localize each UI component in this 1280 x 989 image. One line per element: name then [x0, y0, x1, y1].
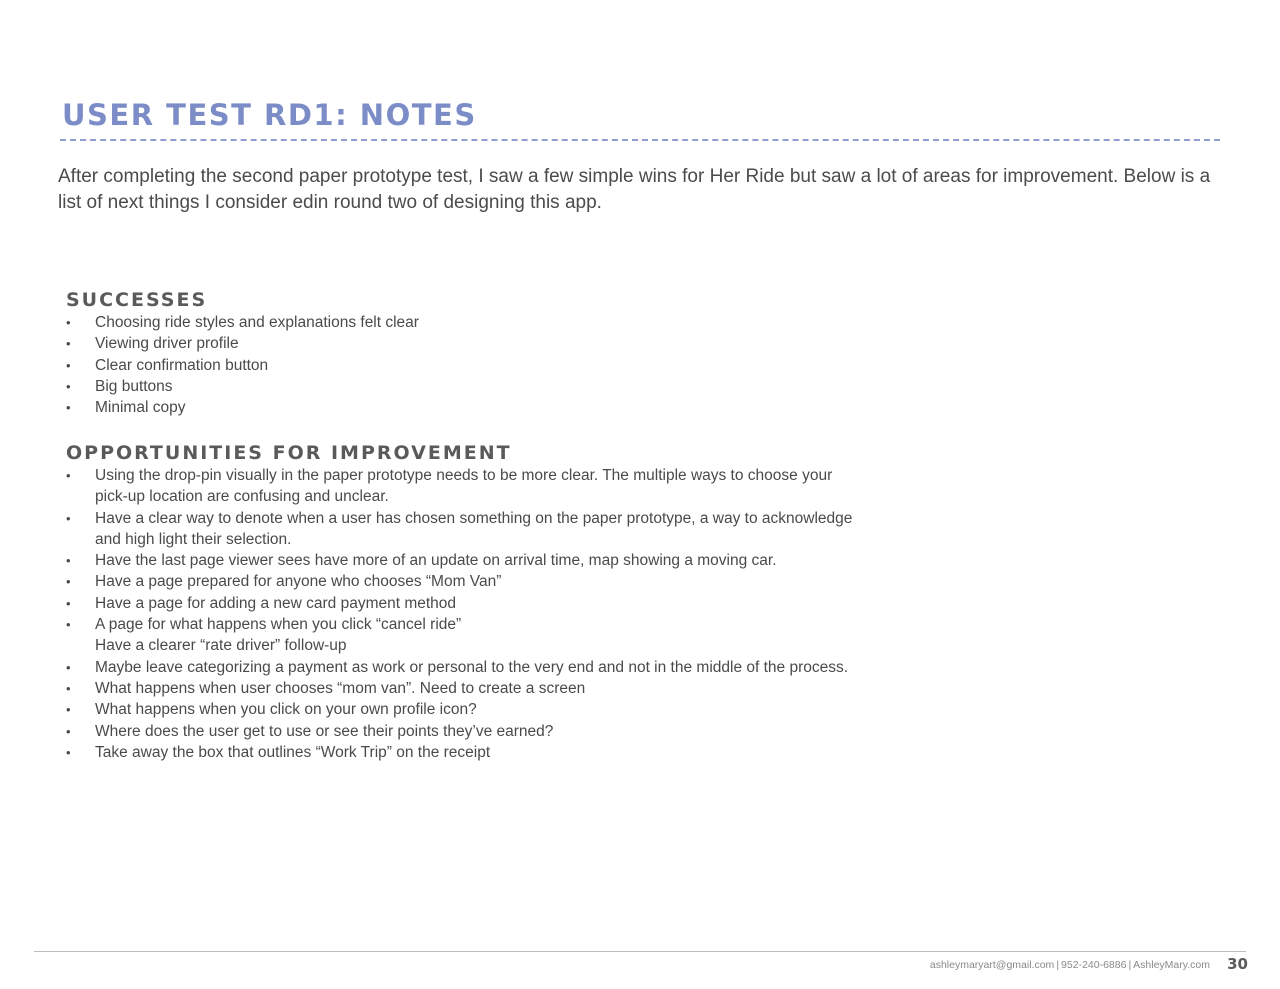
list-item-text: Have a page prepared for anyone who chooses “Mom Van” — [95, 573, 502, 591]
list-item-text: Maybe leave categorizing a payment as work or personal to the very end and not in the middle of the process. — [95, 658, 849, 676]
list-item-text: Viewing driver profile — [95, 335, 239, 353]
footer-separator: | — [1056, 959, 1060, 971]
bullet-icon: • — [66, 315, 71, 330]
list-item-text: Minimal copy — [95, 399, 186, 417]
title-divider — [60, 139, 1220, 141]
bullet-icon: • — [66, 723, 71, 739]
list-item — [66, 508, 866, 551]
bullet-icon: • — [66, 400, 71, 416]
list-item-text: What happens when you click on your own profile icon? — [95, 701, 477, 719]
list-item — [66, 333, 866, 354]
list-item-text: Using the drop-pin visually in the paper prototype needs to be more clear. The multiple ways to choose your — [95, 467, 833, 484]
list-item — [66, 614, 866, 657]
list-item-text: Big buttons — [95, 377, 173, 395]
bullet-icon: • — [66, 510, 71, 526]
list-item-text: A page for what happens when you click “cancel ride” — [95, 616, 462, 634]
list-item-text: Take away the box that outlines “Work Trip” on the receipt — [95, 743, 491, 761]
list-item — [66, 312, 866, 333]
list-item-text: and high light their selection. — [95, 530, 292, 548]
list-item-text: Have a clear way to denote when a user has chosen something on the paper prototype, a way to acknowledge — [95, 509, 853, 527]
footer-email: ashleymaryart@gmail.com — [929, 959, 1055, 971]
opportunities-list — [66, 465, 866, 763]
bullet-icon: • — [66, 357, 71, 373]
bullet-icon: • — [66, 744, 71, 760]
footer-website: AshleyMary.com — [1133, 959, 1210, 971]
intro-paragraph: After completing the second paper prototype test, I saw a few simple wins for Her Ride but saw a lot of areas for improvement. Below is a list of next things I consider edin round two of designing this app. — [58, 166, 1211, 213]
list-item — [66, 721, 866, 742]
footer-separator: | — [1128, 959, 1132, 971]
list-item-text: What happens when user chooses “mom van”. Need to create a screen — [95, 679, 586, 697]
list-item — [66, 657, 866, 678]
list-item-text: Have a clearer “rate driver” follow-up — [95, 637, 347, 655]
list-item-text: Where does the user get to use or see their points they’ve earned? — [95, 722, 554, 740]
list-item — [66, 571, 866, 592]
bullet-icon: • — [66, 617, 71, 633]
list-item — [66, 742, 866, 763]
list-item-text: Clear confirmation button — [95, 356, 269, 374]
bullet-icon: • — [66, 659, 71, 675]
successes-heading: SUCCESSES — [66, 289, 208, 311]
bullet-icon: • — [66, 702, 71, 718]
list-item — [66, 593, 866, 614]
list-item — [66, 397, 866, 418]
list-item-text: Have a page for adding a new card payment method — [95, 594, 457, 612]
bullet-icon: • — [66, 378, 71, 394]
list-item — [66, 699, 866, 720]
list-item — [66, 465, 866, 508]
page-number: 30 — [1227, 955, 1248, 973]
list-item — [66, 678, 866, 699]
list-item-text: Choosing ride styles and explanations felt clear — [95, 314, 419, 331]
list-item-text: Have the last page viewer sees have more of an update on arrival time, map showing a moving car. — [95, 552, 777, 570]
list-item-text: pick-up location are confusing and unclear. — [95, 488, 389, 506]
list-item — [66, 355, 866, 376]
bullet-icon: • — [66, 595, 71, 611]
footer-divider — [34, 951, 1246, 952]
list-item — [66, 376, 866, 397]
footer-phone: 952-240-6886 — [1061, 959, 1127, 971]
bullet-icon: • — [66, 574, 71, 590]
footer-contact — [930, 958, 1210, 972]
opportunities-heading: OPPORTUNITIES FOR IMPROVEMENT — [66, 442, 512, 464]
bullet-icon: • — [66, 553, 71, 569]
bullet-icon: • — [66, 336, 71, 352]
successes-list — [66, 312, 866, 418]
list-item — [66, 550, 866, 571]
bullet-icon: • — [66, 468, 71, 483]
bullet-icon: • — [66, 680, 71, 696]
page-title: USER TEST RD1: NOTES — [62, 98, 477, 132]
